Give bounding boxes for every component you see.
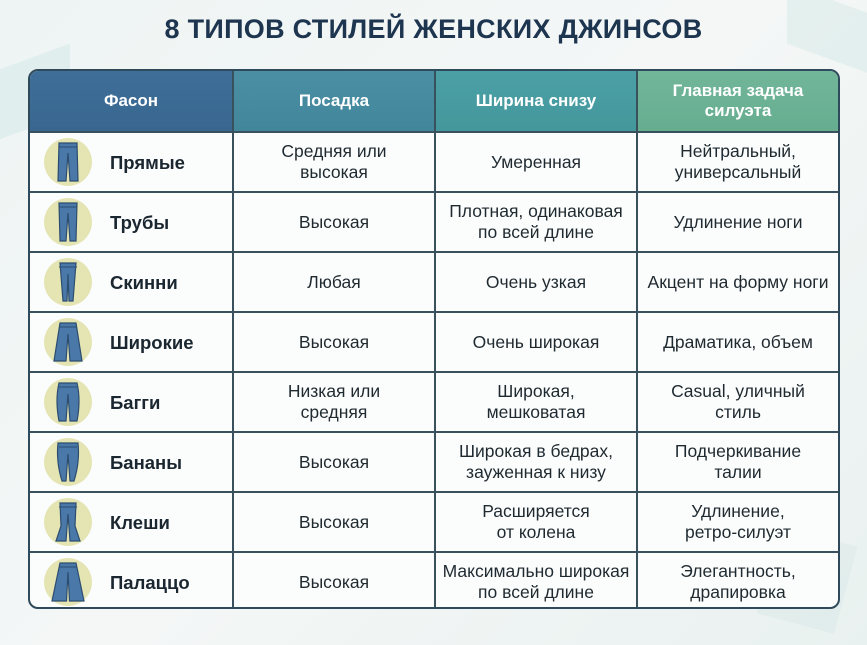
silhouette-task-cell: Акцент на форму ноги <box>636 253 838 311</box>
style-cell <box>30 253 232 311</box>
silhouette-task-cell: Удлинение, ретро-силуэт <box>636 493 838 551</box>
pipe-jeans-icon <box>44 198 92 246</box>
rise-cell: Высокая <box>232 553 434 609</box>
table-row <box>30 251 838 311</box>
table-row <box>30 191 838 251</box>
style-cell <box>30 313 232 371</box>
bottom-width-cell: Максимально широкая по всей длине <box>434 553 636 609</box>
page-title: 8 ТИПОВ СТИЛЕЙ ЖЕНСКИХ ДЖИНСОВ <box>164 14 703 44</box>
rise-cell: Высокая <box>232 193 434 251</box>
table-header-row <box>30 71 838 131</box>
table-row <box>30 311 838 371</box>
table-row <box>30 131 838 191</box>
bottom-width-cell: Широкая в бедрах, зауженная к низу <box>434 433 636 491</box>
style-cell <box>30 133 232 191</box>
style-name: Палаццо <box>110 571 190 593</box>
bottom-width-cell: Плотная, одинаковая по всей длине <box>434 193 636 251</box>
baggy-jeans-icon <box>44 378 92 426</box>
bottom-width-cell: Очень широкая <box>434 313 636 371</box>
rise-cell: Высокая <box>232 433 434 491</box>
silhouette-task-cell: Нейтральный, универсальный <box>636 133 838 191</box>
header-rise: Посадка <box>232 71 434 131</box>
table-row <box>30 371 838 431</box>
style-cell <box>30 553 232 609</box>
rise-cell: Средняя или высокая <box>232 133 434 191</box>
style-cell <box>30 433 232 491</box>
bottom-width-cell: Умеренная <box>434 133 636 191</box>
style-name: Багги <box>110 391 161 413</box>
style-name: Трубы <box>110 211 170 233</box>
table-row <box>30 491 838 551</box>
style-name: Широкие <box>110 331 194 353</box>
rise-cell: Низкая или средняя <box>232 373 434 431</box>
style-cell <box>30 193 232 251</box>
header-style: Фасон <box>30 71 232 131</box>
bottom-width-cell: Расширяется от колена <box>434 493 636 551</box>
silhouette-task-cell: Элегантность, драпировка <box>636 553 838 609</box>
style-cell <box>30 493 232 551</box>
silhouette-task-cell: Драматика, объем <box>636 313 838 371</box>
style-cell <box>30 373 232 431</box>
header-bottom-width: Ширина снизу <box>434 71 636 131</box>
rise-cell: Высокая <box>232 493 434 551</box>
wide-jeans-icon <box>44 318 92 366</box>
header-silhouette-task: Главная задача силуэта <box>636 71 838 131</box>
table-row <box>30 551 838 609</box>
banana-jeans-icon <box>44 438 92 486</box>
silhouette-task-cell: Подчеркивание талии <box>636 433 838 491</box>
silhouette-task-cell: Casual, уличный стиль <box>636 373 838 431</box>
rise-cell: Любая <box>232 253 434 311</box>
silhouette-task-cell: Удлинение ноги <box>636 193 838 251</box>
bottom-width-cell: Широкая, мешковатая <box>434 373 636 431</box>
flare-jeans-icon <box>44 498 92 546</box>
style-name: Скинни <box>110 271 178 293</box>
rise-cell: Высокая <box>232 313 434 371</box>
jeans-styles-table <box>28 69 840 609</box>
straight-jeans-icon <box>44 138 92 186</box>
style-name: Клеши <box>110 511 170 533</box>
style-name: Прямые <box>110 151 185 173</box>
palazzo-jeans-icon <box>44 558 92 606</box>
table-row <box>30 431 838 491</box>
skinny-jeans-icon <box>44 258 92 306</box>
style-name: Бананы <box>110 451 183 473</box>
bottom-width-cell: Очень узкая <box>434 253 636 311</box>
